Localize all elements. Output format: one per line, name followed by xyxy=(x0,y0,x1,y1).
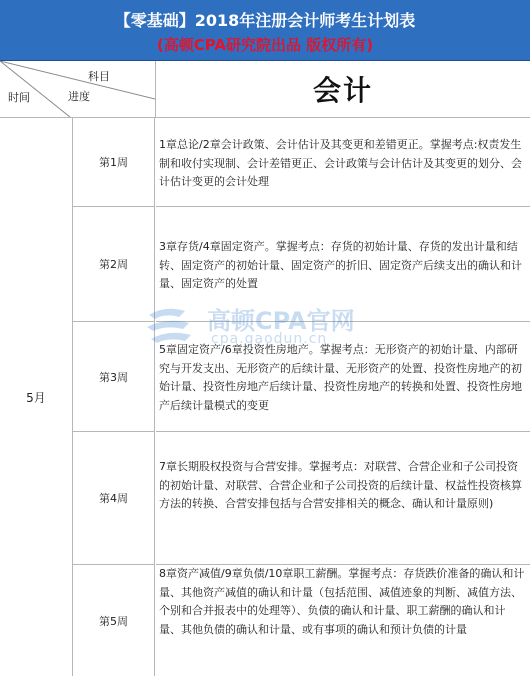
plan-text: 1章总论/2章会计政策、会计估计及其变更和差错更正。掌握考点:权责发生制和收付实现制、会计差错更正、会计政策与会计估计及其变更的划分、会计估计变更的会计处理 xyxy=(159,138,522,188)
subject-header-cell xyxy=(156,61,530,118)
week-label: 第3周 xyxy=(73,322,155,432)
table-header-row xyxy=(0,61,530,117)
title-banner xyxy=(0,0,530,61)
month-cell: 5月 xyxy=(0,118,73,676)
diagonal-header-cell xyxy=(0,61,156,118)
plan-title: 【零基础】2018年注册会计师考生计划表 xyxy=(114,11,416,30)
plan-text: 5章固定资产/6章投资性房地产。掌握考点：无形资产的初始计量、内部研究与开发支出、无形资产的后续计量、无形资产的处置、投资性房地产的初始计量、投资性房地产后续计量、投资性房地产的转换和处置、投资性房地产后续计量模式的变更 xyxy=(159,343,522,412)
week-label: 第4周 xyxy=(73,432,155,565)
plan-subtitle: (高顿CPA研究院出品 版权所有) xyxy=(156,36,374,54)
watermark-title: 高顿CPA官网 xyxy=(207,307,355,335)
table-row xyxy=(156,322,530,432)
subject-axis-label: 科目 xyxy=(88,70,110,83)
watermark-url: cpa.gaodun.cn xyxy=(211,331,328,347)
plan-text: 3章存货/4章固定资产。掌握考点：存货的初始计量、存货的发出计量和结转、固定资产的初始计量、固定资产的折旧、固定资产后续支出的确认和计量、固定资产的处置 xyxy=(159,240,522,290)
progress-axis-label: 进度 xyxy=(68,90,90,103)
plan-text: 8章资产减值/9章负债/10章职工薪酬。掌握考点：存货跌价准备的确认和计量、其他资产减值的确认和计量（包括范围、减值迹象的判断、减值方法、个别和合并报表中的处理等）、负债的确认和计量、职工薪酬的确认和计量、其他负债的确认和计量、或有事项的确认和预计负债的计量 xyxy=(159,567,525,636)
subject-title: 会计 xyxy=(312,74,373,107)
table-row xyxy=(156,565,530,676)
plan-text: 7章长期股权投资与合营安排。掌握考点：对联营、合营企业和子公司投资的初始计量、对联营、合营企业和子公司投资的后续计量、权益性投资核算方法的转换、合营安排包括与合营安排相关的概念、确认和计量原则) xyxy=(159,460,522,510)
time-axis-label: 时间 xyxy=(8,91,30,104)
table-row xyxy=(156,432,530,565)
table-row xyxy=(156,207,530,322)
week-label: 第5周 xyxy=(73,565,155,676)
week-label: 第1周 xyxy=(73,118,155,207)
week-label: 第2周 xyxy=(73,207,155,322)
table-row xyxy=(156,118,530,207)
